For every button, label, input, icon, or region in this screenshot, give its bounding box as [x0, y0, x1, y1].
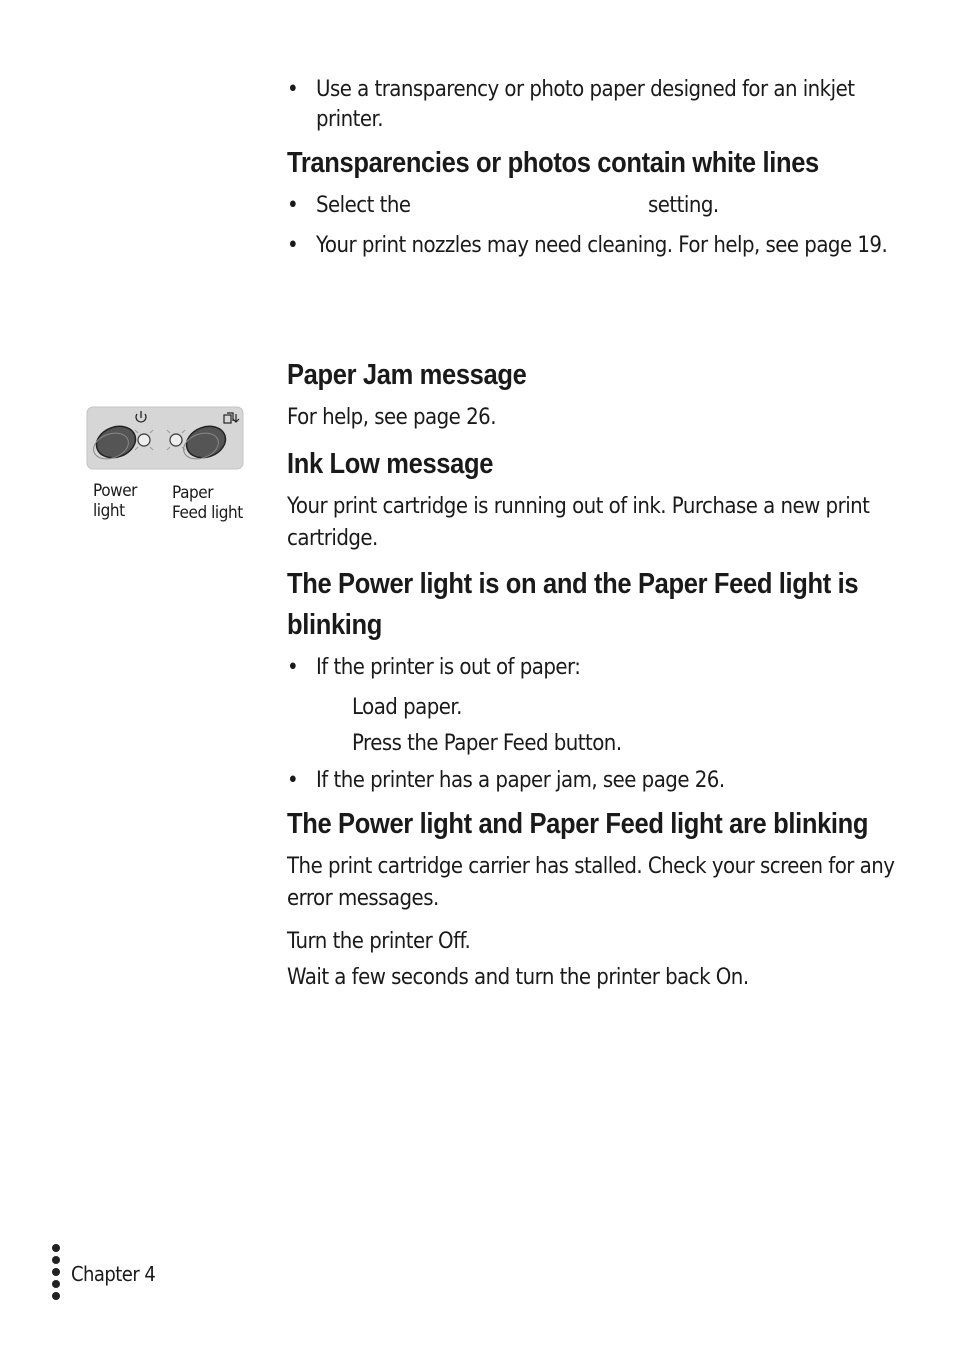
heading-feed-light-blinking: The Power light is on and the Paper Feed light is: [287, 568, 859, 600]
bullet-text-start: Select the: [316, 193, 411, 218]
footer-dots: [52, 1244, 60, 1304]
paper-jam-text: For help, see page 26.: [287, 405, 496, 430]
printer-panel-illustration: [86, 406, 246, 472]
heading-ink-low: Ink Low message: [287, 448, 494, 480]
step-text: Turn the printer Off.: [287, 929, 471, 954]
stalled-text-continued: error messages.: [287, 886, 439, 911]
power-light-caption: Power light: [93, 481, 138, 521]
printer-lights-diagram: [86, 406, 246, 477]
heading-feed-light-blinking-continued: blinking: [287, 609, 383, 641]
ink-low-text-continued: cartridge.: [287, 526, 378, 551]
bullet-text: If the printer is out of paper:: [316, 655, 581, 680]
bullet: •: [287, 233, 299, 258]
bullet-text: Your print nozzles may need cleaning. For help, see page 19.: [316, 233, 888, 258]
bullet: •: [287, 193, 299, 218]
bullet-text-continued: printer.: [316, 107, 384, 132]
bullet: •: [287, 768, 299, 793]
bullet-text: Use a transparency or photo paper designed for an inkjet: [316, 77, 855, 102]
bullet-text: If the printer has a paper jam, see page 26.: [316, 768, 725, 793]
heading-both-lights-blinking: The Power light and Paper Feed light are blinking: [287, 808, 869, 840]
bullet: •: [287, 655, 299, 680]
paper-feed-light-caption: Paper Feed light: [172, 483, 243, 523]
heading-paper-jam: Paper Jam message: [287, 359, 527, 391]
heading-white-lines: Transparencies or photos contain white lines: [287, 147, 819, 179]
ink-low-text: Your print cartridge is running out of ink. Purchase a new print: [287, 494, 870, 519]
step-text: Wait a few seconds and turn the printer back On.: [287, 965, 749, 990]
step-text: Press the Paper Feed button.: [352, 731, 622, 756]
bullet-text-end: setting.: [648, 193, 719, 218]
stalled-text: The print cartridge carrier has stalled. Check your screen for any: [287, 854, 895, 879]
bullet: •: [287, 77, 299, 102]
footer-chapter-label: Chapter 4: [71, 1262, 156, 1286]
step-text: Load paper.: [352, 695, 462, 720]
